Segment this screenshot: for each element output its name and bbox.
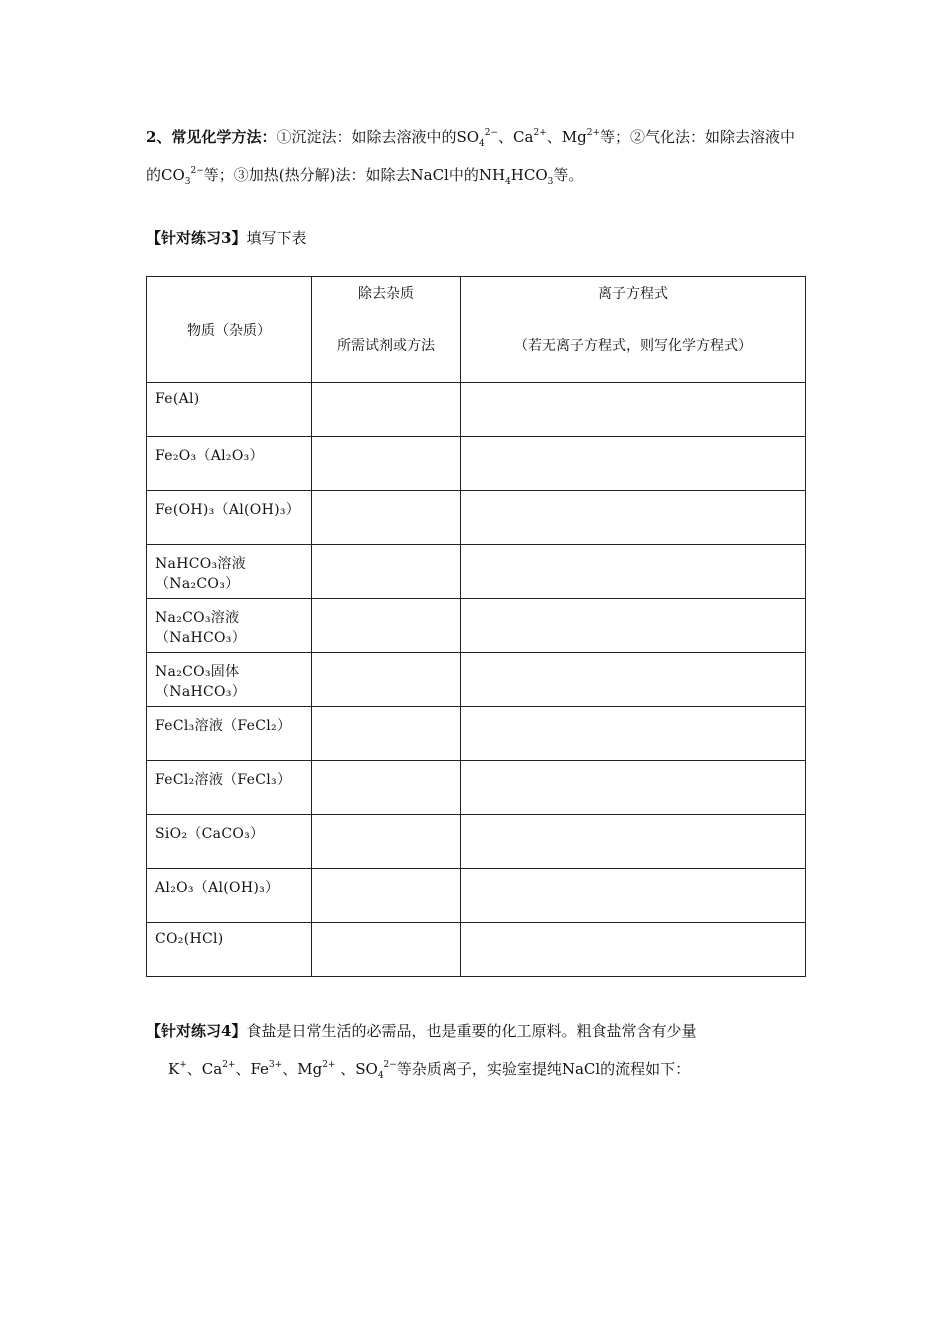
- text-fragment: 食盐是日常生活的必需品，也是重要的化工原料。粗食盐常含有少量: [246, 1022, 697, 1040]
- equation-cell[interactable]: [461, 869, 806, 923]
- substance-label: Na₂CO₃固体（NaHCO₃）: [155, 664, 247, 700]
- substance-cell: [147, 653, 312, 707]
- subscript: 4: [505, 177, 511, 187]
- text-fragment: 、Ca: [186, 1060, 223, 1078]
- header-reagent-line-1: 除去杂质: [358, 286, 414, 302]
- header-equation-line-1: 离子方程式: [598, 286, 668, 302]
- substance-cell: [147, 923, 312, 977]
- equation-cell[interactable]: [461, 761, 806, 815]
- substance-cell: [147, 383, 312, 437]
- text-fragment: 等；③加热(热分解)法：如除去NaCl中的NH: [203, 166, 506, 184]
- substance-label: Fe(OH)₃（Al(OH)₃）: [155, 502, 301, 518]
- substance-label: Fe(Al): [155, 391, 200, 407]
- substance-label: NaHCO₃溶液（Na₂CO₃）: [155, 556, 247, 592]
- equation-cell[interactable]: [461, 599, 806, 653]
- section-2-heading: 2、常见化学方法：: [146, 128, 277, 146]
- text-fragment: HCO: [510, 166, 548, 184]
- reagent-cell[interactable]: [312, 545, 461, 599]
- text-fragment: 、Mg: [282, 1060, 323, 1078]
- exercise-4-line-2: [146, 1050, 808, 1088]
- text-fragment: 等。: [553, 166, 584, 184]
- section-2-line-1: [146, 118, 808, 156]
- equation-cell[interactable]: [461, 653, 806, 707]
- reagent-cell[interactable]: [312, 707, 461, 761]
- superscript: 2−: [484, 128, 499, 138]
- equation-cell[interactable]: [461, 707, 806, 761]
- reagent-cell[interactable]: [312, 761, 461, 815]
- superscript: 2−: [190, 166, 204, 176]
- reagent-cell[interactable]: [312, 383, 461, 437]
- reagent-cell[interactable]: [312, 869, 461, 923]
- table-row: [147, 491, 806, 545]
- table-row: [147, 437, 806, 491]
- text-fragment: 等杂质离子，实验室提纯NaCl的流程如下：: [396, 1060, 691, 1078]
- substance-label: CO₂(HCl): [155, 931, 224, 947]
- reagent-cell[interactable]: [312, 599, 461, 653]
- equation-cell[interactable]: [461, 815, 806, 869]
- section-2-paragraph: [146, 118, 808, 194]
- subscript: 3: [547, 177, 554, 187]
- table-row: [147, 869, 806, 923]
- exercise-3-text: 填写下表: [246, 229, 307, 247]
- reagent-cell[interactable]: [312, 653, 461, 707]
- subscript: 4: [479, 139, 485, 149]
- purification-table: [146, 276, 806, 977]
- table-row: [147, 599, 806, 653]
- text-fragment: K: [168, 1060, 180, 1078]
- substance-cell: [147, 761, 312, 815]
- text-fragment: 、Fe: [235, 1060, 269, 1078]
- substance-cell: [147, 491, 312, 545]
- exercise-4-line-1: [146, 1012, 808, 1050]
- exercise-3-heading-line: [146, 219, 808, 257]
- text-fragment: 、Ca: [498, 128, 534, 146]
- equation-cell[interactable]: [461, 545, 806, 599]
- exercise-4-paragraph: [146, 1012, 808, 1088]
- substance-label: FeCl₂溶液（FeCl₃）: [155, 772, 292, 788]
- table-row: [147, 707, 806, 761]
- substance-label: FeCl₃溶液（FeCl₂）: [155, 718, 292, 734]
- text-fragment: 、SO: [335, 1060, 378, 1078]
- subscript: 4: [377, 1071, 384, 1081]
- header-reagent: [312, 277, 461, 383]
- header-substance-label: 物质（杂质）: [187, 322, 271, 339]
- equation-cell[interactable]: [461, 923, 806, 977]
- equation-cell[interactable]: [461, 383, 806, 437]
- table-row: [147, 383, 806, 437]
- substance-label: Fe₂O₃（Al₂O₃）: [155, 448, 264, 464]
- substance-cell: [147, 599, 312, 653]
- substance-cell: [147, 815, 312, 869]
- table-row: [147, 815, 806, 869]
- substance-label: Na₂CO₃溶液（NaHCO₃）: [155, 610, 247, 646]
- text-fragment: 等；②气化法：如除去溶液中: [600, 128, 796, 146]
- substance-label: SiO₂（CaCO₃）: [155, 826, 265, 842]
- table-header-row: [147, 277, 806, 383]
- reagent-cell[interactable]: [312, 437, 461, 491]
- subscript: 3: [184, 177, 191, 187]
- superscript: 2+: [586, 128, 600, 138]
- superscript: 3+: [268, 1060, 283, 1070]
- superscript: 2+: [533, 128, 547, 138]
- substance-cell: [147, 545, 312, 599]
- header-equation: [461, 277, 806, 383]
- header-reagent-line-2: 所需试剂或方法: [337, 338, 435, 354]
- reagent-cell[interactable]: [312, 815, 461, 869]
- superscript: 2+: [222, 1060, 236, 1070]
- substance-cell: [147, 869, 312, 923]
- equation-cell[interactable]: [461, 437, 806, 491]
- reagent-cell[interactable]: [312, 923, 461, 977]
- text-fragment: ①沉淀法：如除去溶液中的SO: [276, 128, 480, 146]
- superscript: 2−: [383, 1060, 397, 1070]
- exercise-3-heading: 【针对练习3】: [146, 229, 247, 247]
- table-row: [147, 545, 806, 599]
- table-row: [147, 653, 806, 707]
- section-2-line-2: [146, 156, 808, 194]
- substance-label: Al₂O₃（Al(OH)₃）: [155, 880, 280, 896]
- superscript: 2+: [322, 1060, 336, 1070]
- table-row: [147, 761, 806, 815]
- table-row: [147, 923, 806, 977]
- superscript: +: [179, 1060, 187, 1070]
- header-equation-line-2: （若无离子方程式，则写化学方程式）: [514, 338, 752, 354]
- equation-cell[interactable]: [461, 491, 806, 545]
- text-fragment: 的CO: [146, 166, 185, 184]
- reagent-cell[interactable]: [312, 491, 461, 545]
- substance-cell: [147, 707, 312, 761]
- substance-cell: [147, 437, 312, 491]
- exercise-4-heading: 【针对练习4】: [146, 1022, 247, 1040]
- header-substance: [147, 277, 312, 383]
- text-fragment: 、Mg: [546, 128, 587, 146]
